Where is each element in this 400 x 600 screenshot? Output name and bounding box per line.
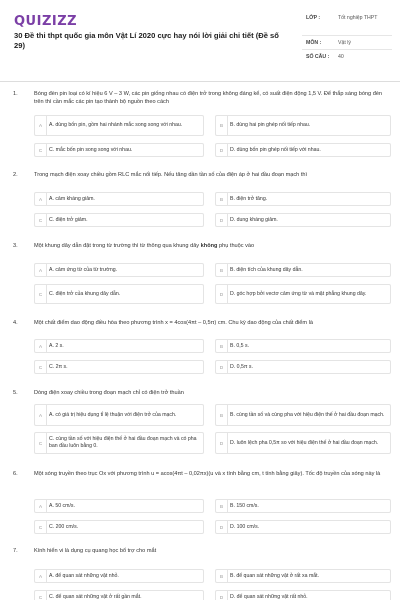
quizizz-logo: QUIZIZZ <box>14 14 78 29</box>
question-text: Một sóng truyền theo trục Ox với phương trình u = acos(4πt – 0,02πx)(u và x tính bằng cm, t tính bằng giây). Tốc độ truyền của sóng này là <box>34 471 381 477</box>
option-c[interactable] <box>34 284 204 304</box>
question-text-part: Một khung dây dẫn đặt trong từ trường thì từ thông qua khung dây <box>34 243 201 249</box>
option-c[interactable] <box>34 590 204 600</box>
option-text: B. để quan sát những vật ở rất xa mắt. <box>230 572 320 579</box>
meta-key: MÔN : <box>306 40 322 46</box>
meta-value: Vật lý <box>338 40 351 46</box>
option-c[interactable] <box>34 213 204 227</box>
option-letter: A <box>35 405 47 425</box>
option-b[interactable] <box>215 115 391 136</box>
option-c[interactable] <box>34 432 204 454</box>
meta-value: Tốt nghiệp THPT <box>338 15 378 21</box>
question-3 <box>0 243 400 307</box>
meta-key: SỐ CÂU : <box>306 54 330 60</box>
question-number: 6. <box>13 471 18 477</box>
question-text: Bóng đèn pin loại có kí hiệu 6 V – 3 W, các pin giống nhau có điện trở trong không đáng kể, có suất điện động 1,5 V. Để thắp sáng bóng đèn trên thì cần mắc các pin tạo thành bộ nguồn theo cách <box>34 91 383 105</box>
option-letter: D <box>216 285 228 303</box>
option-text: C. điện trở của khung dây dẫn. <box>49 290 121 297</box>
option-text: A. để quan sát những vật nhỏ. <box>49 572 119 579</box>
option-letter: D <box>216 361 228 373</box>
option-letter: B <box>216 570 228 582</box>
option-text: B. diện tích của khung dây dẫn. <box>230 266 303 273</box>
option-text: D. dung kháng giảm. <box>230 216 278 223</box>
option-text: C. 2π s. <box>49 363 68 370</box>
option-letter: C <box>35 521 47 533</box>
option-text: A. cảm ứng từ của từ trường. <box>49 266 118 273</box>
option-a[interactable] <box>34 339 204 353</box>
option-a[interactable] <box>34 569 204 583</box>
option-letter: C <box>35 361 47 373</box>
meta-row-question-count <box>302 50 392 64</box>
option-d[interactable] <box>215 432 391 454</box>
question-number: 4. <box>13 320 18 326</box>
option-text: D. luôn lệch pha 0,5π so với hiệu điện thế ở hai đầu đoạn mạch. <box>230 439 379 446</box>
meta-value: 40 <box>338 54 344 60</box>
option-b[interactable] <box>215 499 391 513</box>
option-d[interactable] <box>215 590 391 600</box>
question-text: Dòng điện xoay chiều trong đoạn mạch chỉ có điện trở thuần <box>34 390 184 396</box>
option-text: C. điện trở giảm. <box>49 216 88 223</box>
option-a[interactable] <box>34 192 204 206</box>
option-text: B. điện trở tăng. <box>230 195 268 202</box>
option-text: B. 0,5 s. <box>230 342 250 349</box>
question-5 <box>0 390 400 460</box>
question-text-emphasis: không <box>200 243 218 249</box>
option-b[interactable] <box>215 192 391 206</box>
option-text: A. cảm kháng giảm. <box>49 195 95 202</box>
option-a[interactable] <box>34 404 204 426</box>
question-number: 7. <box>13 548 18 554</box>
question-text: Kính hiển vi là dụng cụ quang học bổ trợ cho mắt <box>34 548 157 554</box>
question-4 <box>0 320 400 376</box>
option-letter: B <box>216 405 228 425</box>
option-letter: C <box>35 285 47 303</box>
option-letter: A <box>35 116 47 135</box>
option-letter: C <box>35 214 47 226</box>
option-letter: A <box>35 500 47 512</box>
option-letter: D <box>216 144 228 156</box>
question-2 <box>0 172 400 232</box>
option-d[interactable] <box>215 213 391 227</box>
option-text: B. dùng hai pin ghép nối tiếp nhau. <box>230 122 311 129</box>
option-b[interactable] <box>215 263 391 277</box>
option-letter: B <box>216 193 228 205</box>
option-d[interactable] <box>215 284 391 304</box>
option-text: D. 0,5π s. <box>230 363 253 370</box>
option-text: A. có giá trị hiệu dụng tỉ lệ thuận với điện trở của mạch. <box>49 411 177 418</box>
option-text: C. để quan sát những vật ở rất gần mắt. <box>49 593 142 600</box>
option-letter: B <box>216 264 228 276</box>
option-letter: A <box>35 193 47 205</box>
option-text: C. cùng tần số với hiệu điện thế ở hai đầu đoạn mạch và có pha ban đầu luôn bằng 0. <box>49 436 197 449</box>
option-letter: D <box>216 214 228 226</box>
option-letter: B <box>216 116 228 135</box>
option-d[interactable] <box>215 520 391 534</box>
option-text: B. cùng tần số và cùng pha với hiệu điện thế ở hai đầu đoạn mạch. <box>230 411 385 418</box>
option-text: B. 150 cm/s. <box>230 502 259 509</box>
option-a[interactable] <box>34 115 204 136</box>
option-letter: D <box>216 591 228 600</box>
option-letter: C <box>35 591 47 600</box>
option-text: D. dùng bốn pin ghép nối tiếp với nhau. <box>230 146 321 153</box>
question-text: Trong mạch điện xoay chiều gồm RLC mắc nối tiếp. Nếu tăng dần tần số của điện áp ở hai đầu đoạn mạch thì <box>34 172 308 178</box>
option-a[interactable] <box>34 263 204 277</box>
worksheet-header <box>0 0 400 76</box>
question-6 <box>0 471 400 541</box>
question-7 <box>0 548 400 600</box>
option-text: C. mắc bốn pin song song với nhau. <box>49 146 133 153</box>
option-text: D. để quan sát những vật rất nhỏ. <box>230 593 308 600</box>
meta-row-subject <box>302 36 392 50</box>
option-letter: A <box>35 264 47 276</box>
option-text: D. 100 cm/s. <box>230 523 260 530</box>
option-letter: C <box>35 433 47 453</box>
option-text: A. 50 cm/s. <box>49 502 75 509</box>
option-letter: A <box>35 340 47 352</box>
option-d[interactable] <box>215 360 391 374</box>
question-text <box>34 243 392 251</box>
option-text: D. góc hợp bởi vectơ cảm ứng từ và mặt phẳng khung dây. <box>230 290 367 297</box>
option-b[interactable] <box>215 404 391 426</box>
option-c[interactable] <box>34 143 204 157</box>
option-text: A. 2 s. <box>49 342 64 349</box>
worksheet-meta-table <box>302 12 392 64</box>
question-1 <box>0 91 400 161</box>
option-letter: C <box>35 144 47 156</box>
meta-key: LỚP : <box>306 15 321 21</box>
question-number: 5. <box>13 390 18 396</box>
option-letter: D <box>216 433 228 453</box>
question-number: 3. <box>13 243 18 249</box>
question-text: Một chất điểm dao động điều hòa theo phương trình x = 4cos(4πt – 0,5π) cm. Chu kỳ dao động của chất điểm là <box>34 320 313 326</box>
option-b[interactable] <box>215 569 391 583</box>
option-c[interactable] <box>34 360 204 374</box>
question-number: 1. <box>13 91 18 97</box>
option-letter: B <box>216 340 228 352</box>
option-text: C. 200 cm/s. <box>49 523 79 530</box>
meta-row-grade <box>302 12 392 36</box>
option-a[interactable] <box>34 499 204 513</box>
option-letter: D <box>216 521 228 533</box>
option-c[interactable] <box>34 520 204 534</box>
option-letter: B <box>216 500 228 512</box>
option-d[interactable] <box>215 143 391 157</box>
question-text-part: phụ thuộc vào <box>217 243 255 249</box>
option-b[interactable] <box>215 339 391 353</box>
header-divider <box>0 81 400 82</box>
question-number: 2. <box>13 172 18 178</box>
option-text: A. dùng bốn pin, gồm hai nhánh mắc song song với nhau. <box>49 122 183 129</box>
option-letter: A <box>35 570 47 582</box>
worksheet-title: 30 Đề thi thpt quốc gia môn Vật Lí 2020 cực hay nói lời giải chi tiết (Đề số 29) <box>14 31 279 50</box>
